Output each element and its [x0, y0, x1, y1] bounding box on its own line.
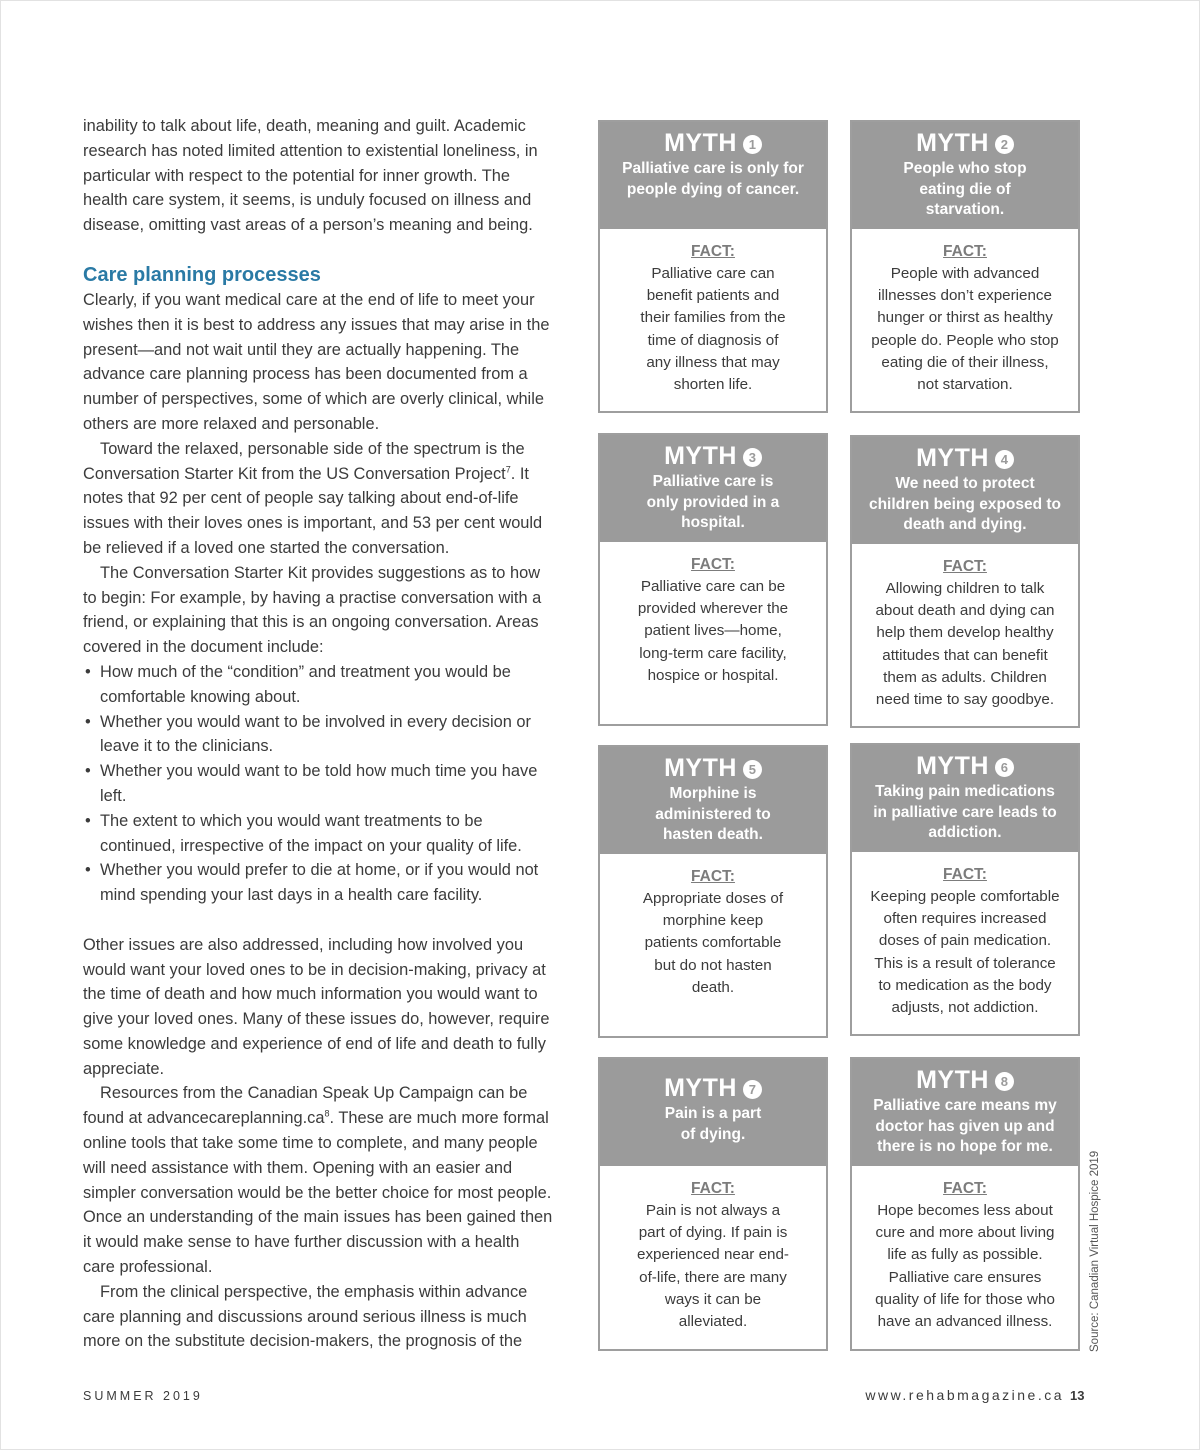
list-item: [83, 710, 553, 760]
paragraph-text: . These are much more formal online tools that take some time to complete, and many people will need assistance with them. Opening with an easier and simpler conversation would be the better choice for most people. Once an understanding of the main issues has been gained then it would make sense to have further discussion with a health care professional.: [83, 1109, 553, 1277]
paragraph: Clearly, if you want medical care at the end of life to meet your wishes then it is best to address any issues that may arise in the present—and not wait until they are actually happening. The advance care planning process has been documented from a number of perspectives, some of which are overly clinical, while others are more relaxed and personable.: [83, 290, 550, 433]
myth-header: [600, 122, 826, 229]
paragraph-text: . It notes that 92 per cent of people say talking about end-of-life issues with their loves ones is important, and 53 per cent would be relieved if a loved one started the conversation.: [83, 464, 543, 557]
fact-text: Keeping people comfortable often requires increased doses of pain medication. This is a result of tolerance to medication as the body adjusts, not addiction.: [870, 888, 1060, 1017]
number-badge-icon: 7: [743, 1080, 762, 1099]
paragraph: [83, 1081, 553, 1279]
spacer: [83, 908, 553, 933]
number-badge-icon: 1: [743, 135, 762, 154]
number-badge-icon: 6: [995, 758, 1014, 777]
bullet-marker: •: [85, 662, 91, 681]
myth-statement: Taking pain medications in palliative care leads to addiction.: [873, 783, 1057, 842]
fact-section: [852, 852, 1078, 1019]
myth-label: MYTH: [664, 129, 737, 157]
fact-section: [600, 1166, 826, 1333]
myth-label: MYTH: [916, 129, 989, 157]
myth-label: MYTH: [664, 442, 737, 470]
myth-statement: Morphine is administered to hasten death.: [655, 785, 771, 844]
fact-label: FACT:: [691, 1180, 735, 1197]
paragraph-text: Toward the relaxed, personable side of the spectrum is the Conversation Starter Kit from the US Conversation Project: [83, 439, 525, 483]
number-badge-icon: 5: [743, 760, 762, 779]
fact-label: FACT:: [943, 1180, 987, 1197]
paragraph: The Conversation Starter Kit provides suggestions as to how to begin: For example, by having a practise conversation with a friend, or explaining that this is an ongoing conversation. Areas covered in the document include:: [83, 563, 542, 657]
myth-label: MYTH: [664, 754, 737, 782]
fact-text: Pain is not always a part of dying. If pain is experienced near end-of-life, there are many ways it can be alleviated.: [637, 1202, 789, 1331]
fact-text: Palliative care can benefit patients and their families from the time of diagnosis of any illness that may shorten life.: [640, 265, 786, 394]
myth-card-7: [598, 1057, 828, 1351]
fact-section: [600, 229, 826, 396]
myth-label: MYTH: [916, 1066, 989, 1094]
number-badge-icon: 3: [743, 448, 762, 467]
fact-section: [600, 854, 826, 999]
myth-statement: People who stop eating die of starvation.: [903, 160, 1027, 219]
page-number: 13: [1070, 1388, 1085, 1403]
fact-section: [852, 1166, 1078, 1333]
myth-header: [852, 437, 1078, 544]
fact-label: FACT:: [691, 243, 735, 260]
list-item: [83, 858, 553, 908]
myth-card-6: [850, 743, 1080, 1036]
myth-statement: Palliative care means my doctor has given up and there is no hope for me.: [873, 1097, 1057, 1156]
fact-label: FACT:: [943, 866, 987, 883]
fact-text: Palliative care can be provided wherever the patient lives—home, long-term care facility, hospice or hospital.: [637, 578, 789, 684]
bullet-marker: •: [85, 861, 91, 880]
fact-text: Appropriate doses of morphine keep patients comfortable but do not hasten death.: [642, 890, 784, 996]
myth-header: [600, 1059, 826, 1166]
myth-label: MYTH: [664, 1074, 737, 1102]
paragraph-text: Resources from the Canadian Speak Up Campaign can be found at advancecareplanning.ca: [83, 1084, 528, 1128]
section-heading: Care planning processes: [83, 263, 321, 286]
myth-card-4: [850, 435, 1080, 728]
myth-statement: Palliative care is only provided in a hospital.: [646, 473, 780, 532]
myth-statement: Pain is a part of dying.: [664, 1105, 762, 1143]
myth-card-8: [850, 1057, 1080, 1351]
myth-card-3: [598, 433, 828, 726]
article-body: [83, 114, 553, 1354]
myth-header: [852, 745, 1078, 852]
fact-section: [852, 544, 1078, 711]
bullet-marker: •: [85, 762, 91, 781]
paragraph: Other issues are also addressed, including how involved you would want your loved ones to be in decision-making, privacy at the time of death and how much information you would want to give your loved ones. Many of these issues do, however, require some knowledge and experience of end of life and death to fully appreciate.: [83, 935, 550, 1078]
list-item-text: Whether you would prefer to die at home, or if you would not mind spending your last days in a health care facility.: [100, 861, 539, 905]
myth-statement: We need to protect children being exposed to death and dying.: [868, 475, 1062, 534]
fact-text: Hope becomes less about cure and more about living life as fully as possible. Palliative care ensures quality of life for those who have an advanced illness.: [875, 1202, 1055, 1331]
fact-label: FACT:: [691, 556, 735, 573]
number-badge-icon: 4: [995, 450, 1014, 469]
list-item-text: How much of the “condition” and treatment you would be comfortable knowing about.: [100, 662, 511, 706]
fact-text: People with advanced illnesses don’t experience hunger or thirst as healthy people do. People who stop eating die of their illness, not starvation.: [871, 265, 1059, 394]
list-item-text: Whether you would want to be involved in every decision or leave it to the clinicians.: [100, 712, 531, 756]
number-badge-icon: 8: [995, 1072, 1014, 1091]
fact-section: [600, 542, 826, 687]
myth-header: [600, 435, 826, 542]
paragraph: From the clinical perspective, the emphasis within advance care planning and discussions around serious illness is much more on the substitute decision-makers, the prognosis of the: [83, 1282, 528, 1351]
myth-label: MYTH: [916, 752, 989, 780]
myth-header: [600, 747, 826, 854]
myth-statement: Palliative care is only for people dying of cancer.: [622, 160, 804, 198]
website-link[interactable]: www.rehabmagazine.ca: [865, 1387, 1064, 1403]
myth-label: MYTH: [916, 444, 989, 472]
bullet-marker: •: [85, 811, 91, 830]
bullet-list: [83, 660, 553, 908]
paragraph: inability to talk about life, death, meaning and guilt. Academic research has noted limited attention to existential loneliness, in particular with respect to the potential for inner growth. The health care system, it seems, is unduly focused on illness and disease, omitting vast areas of a person’s meaning and being.: [83, 117, 538, 235]
paragraph: [83, 437, 553, 561]
fact-section: [852, 229, 1078, 396]
source-credit: Source: Canadian Virtual Hospice 2019: [1089, 1150, 1101, 1352]
list-item: [83, 809, 553, 859]
fact-label: FACT:: [943, 558, 987, 575]
myth-card-2: [850, 120, 1080, 413]
myth-header: [852, 122, 1078, 229]
fact-text: Allowing children to talk about death and dying can help them develop healthy attitudes that can benefit them as adults. Children need time to say goodbye.: [875, 580, 1055, 709]
fact-label: FACT:: [691, 868, 735, 885]
myth-header: [852, 1059, 1078, 1166]
footnote-ref: 8: [324, 1108, 330, 1119]
issue-label: SUMMER 2019: [83, 1389, 203, 1403]
list-item: [83, 660, 553, 710]
myth-card-5: [598, 745, 828, 1038]
list-item: [83, 759, 553, 809]
bullet-marker: •: [85, 712, 91, 731]
number-badge-icon: 2: [995, 135, 1014, 154]
myth-card-1: [598, 120, 828, 413]
list-item-text: Whether you would want to be told how much time you have left.: [100, 762, 538, 805]
list-item-text: The extent to which you would want treatments to be continued, irrespective of the impact on your quality of life.: [100, 811, 522, 855]
fact-label: FACT:: [943, 243, 987, 260]
footnote-ref: 7: [505, 464, 511, 475]
